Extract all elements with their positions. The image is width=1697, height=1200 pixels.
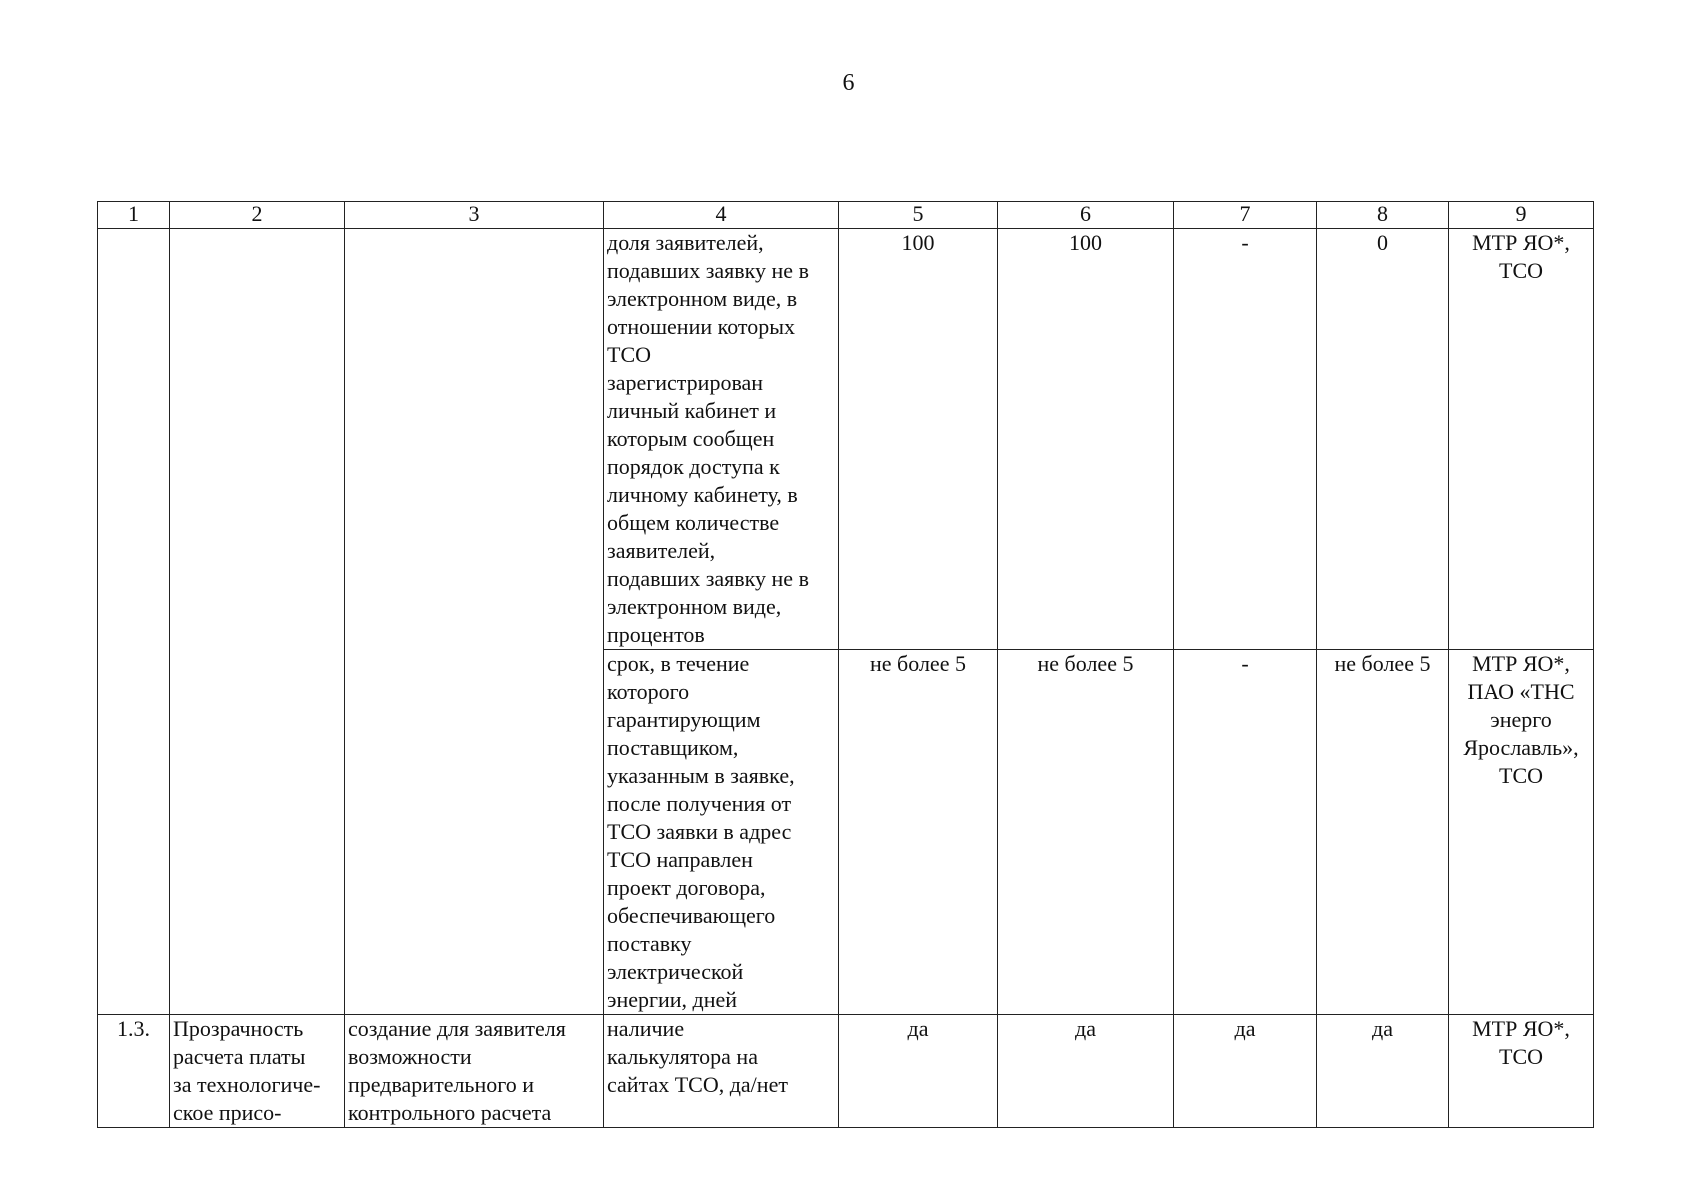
goal-cell <box>170 1015 345 1128</box>
cell-text-line: возможности <box>348 1044 472 1069</box>
measure-cell <box>345 229 604 1015</box>
value-cell: 100 <box>998 229 1174 650</box>
cell-text-line: ТСО заявки в адрес <box>607 819 792 844</box>
cell-text-line: Ярославль», <box>1463 735 1579 760</box>
cell-text-line: заявителей, <box>607 538 716 563</box>
cell-text-line: проект договора, <box>607 875 766 900</box>
header-cell: 3 <box>345 202 604 229</box>
value-cell: не более 5 <box>839 650 998 1015</box>
value-cell: - <box>1174 229 1317 650</box>
cell-text-line: электронном виде, в <box>607 286 798 311</box>
cell-text-line: энергии, дней <box>607 987 738 1012</box>
cell-text-line: ТСО <box>607 342 651 367</box>
cell-text-line: расчета платы <box>173 1044 306 1069</box>
cell-text-line: электронном виде, <box>607 594 782 619</box>
header-cell: 9 <box>1449 202 1594 229</box>
cell-text-line: порядок доступа к <box>607 454 780 479</box>
cell-text-line: ТСО направлен <box>607 847 753 872</box>
header-cell: 1 <box>98 202 170 229</box>
cell-text-line: электрической <box>607 959 744 984</box>
cell-text-line: предварительного и <box>348 1072 534 1097</box>
cell-text-line: ТСО <box>1499 1044 1543 1069</box>
cell-text-line: наличие <box>607 1016 685 1041</box>
cell-text-line: сайтах ТСО, да/нет <box>607 1072 788 1097</box>
indicators-table <box>97 201 1594 1128</box>
cell-text-line: подавших заявку не в <box>607 566 809 591</box>
cell-text-line: которого <box>607 679 690 704</box>
cell-text-line: Прозрачность <box>173 1016 304 1041</box>
indicator-cell <box>604 1015 839 1128</box>
cell-text-line: МТР ЯО*, <box>1472 651 1570 676</box>
value-cell: да <box>1174 1015 1317 1128</box>
cell-text-line: указанным в заявке, <box>607 763 795 788</box>
cell-text-line: контрольного расчета <box>348 1100 552 1125</box>
cell-text-line: обеспечивающего <box>607 903 776 928</box>
value-cell: не более 5 <box>998 650 1174 1015</box>
header-cell: 2 <box>170 202 345 229</box>
cell-text-line: поставку <box>607 931 692 956</box>
cell-text-line: зарегистрирован <box>607 370 764 395</box>
indicator-cell <box>604 650 839 1015</box>
value-cell: да <box>1317 1015 1449 1128</box>
cell-text-line: ское присо- <box>173 1100 282 1125</box>
cell-text-line: после получения от <box>607 791 792 816</box>
cell-text-line: личный кабинет и <box>607 398 777 423</box>
cell-text-line: ТСО <box>1499 258 1543 283</box>
responsible-cell <box>1449 650 1594 1015</box>
cell-text-line: МТР ЯО*, <box>1472 1016 1570 1041</box>
responsible-cell <box>1449 229 1594 650</box>
header-cell: 4 <box>604 202 839 229</box>
page-number: 6 <box>842 70 855 96</box>
cell-text-line: создание для заявителя <box>348 1016 566 1041</box>
value-cell: не более 5 <box>1317 650 1449 1015</box>
value-cell: да <box>839 1015 998 1128</box>
cell-text-line: доля заявителей, <box>607 230 764 255</box>
cell-text-line: за технологиче- <box>173 1072 321 1097</box>
value-cell: 100 <box>839 229 998 650</box>
row-number-cell <box>98 229 170 1015</box>
cell-text-line: процентов <box>607 622 705 647</box>
goal-cell <box>170 229 345 1015</box>
cell-text-line: энерго <box>1490 707 1552 732</box>
cell-text-line: отношении которых <box>607 314 796 339</box>
responsible-cell <box>1449 1015 1594 1128</box>
table-row <box>98 229 1594 650</box>
measure-cell <box>345 1015 604 1128</box>
cell-text-line: общем количестве <box>607 510 780 535</box>
cell-text-line: МТР ЯО*, <box>1472 230 1570 255</box>
header-cell: 8 <box>1317 202 1449 229</box>
header-cell: 5 <box>839 202 998 229</box>
header-row <box>98 202 1594 229</box>
table-row <box>98 1015 1594 1128</box>
value-cell: да <box>998 1015 1174 1128</box>
cell-text-line: ТСО <box>1499 763 1543 788</box>
value-cell: 0 <box>1317 229 1449 650</box>
cell-text-line: ПАО «ТНС <box>1467 679 1575 704</box>
cell-text-line: подавших заявку не в <box>607 258 809 283</box>
indicator-cell <box>604 229 839 650</box>
header-cell: 7 <box>1174 202 1317 229</box>
row-number-cell: 1.3. <box>98 1015 170 1128</box>
cell-text-line: личному кабинету, в <box>607 482 798 507</box>
cell-text-line: поставщиком, <box>607 735 739 760</box>
header-cell: 6 <box>998 202 1174 229</box>
cell-text-line: которым сообщен <box>607 426 775 451</box>
cell-text-line: калькулятора на <box>607 1044 758 1069</box>
cell-text-line: гарантирующим <box>607 707 761 732</box>
cell-text-line: срок, в течение <box>607 651 750 676</box>
value-cell: - <box>1174 650 1317 1015</box>
